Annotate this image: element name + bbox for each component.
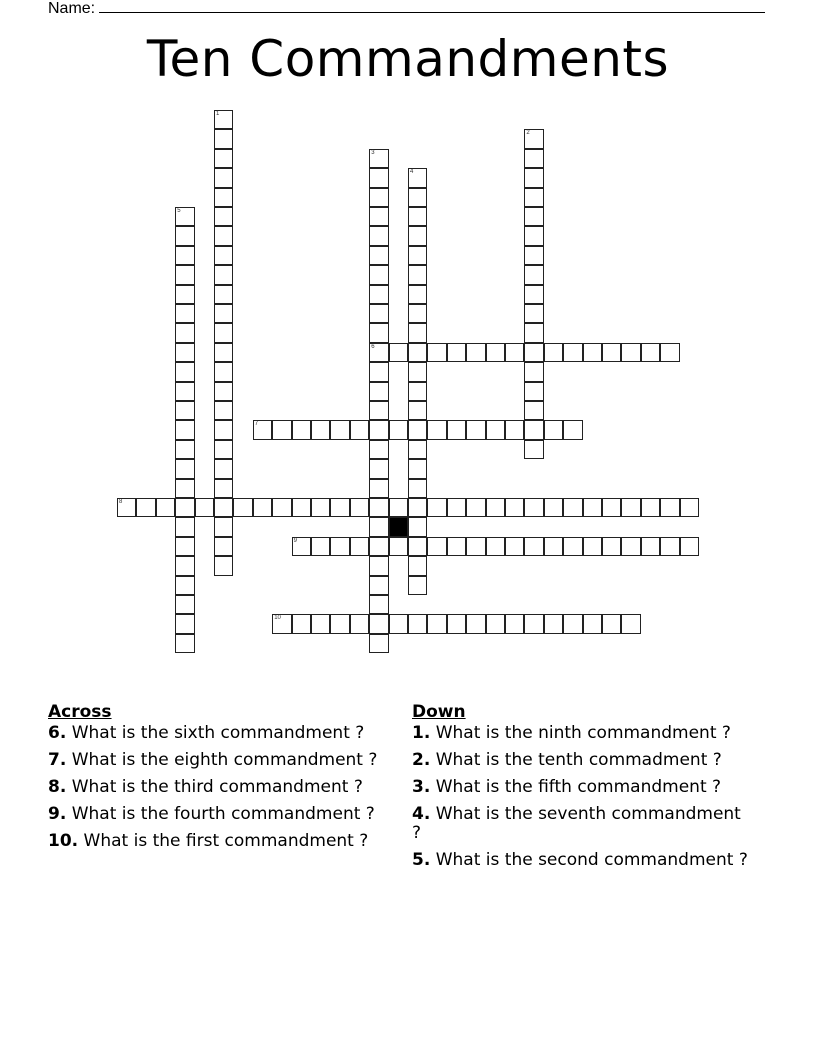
crossword-cell[interactable] bbox=[214, 459, 233, 478]
crossword-cell[interactable] bbox=[253, 420, 272, 439]
crossword-cell[interactable] bbox=[175, 207, 194, 226]
crossword-cell[interactable] bbox=[621, 614, 640, 633]
crossword-cell[interactable] bbox=[408, 420, 427, 439]
crossword-cell[interactable] bbox=[544, 420, 563, 439]
crossword-cell[interactable] bbox=[311, 614, 330, 633]
crossword-cell[interactable] bbox=[330, 614, 349, 633]
crossword-cell[interactable] bbox=[408, 479, 427, 498]
crossword-cell[interactable] bbox=[369, 614, 388, 633]
clue-number: 7 bbox=[254, 421, 259, 428]
crossword-cell[interactable] bbox=[369, 595, 388, 614]
crossword-cell[interactable] bbox=[408, 207, 427, 226]
clue-down-2: 2. What is the tenth commadment ? bbox=[412, 750, 722, 770]
crossword-cell[interactable] bbox=[311, 420, 330, 439]
crossword-cell[interactable] bbox=[680, 537, 699, 556]
crossword-cell[interactable] bbox=[408, 265, 427, 284]
crossword-cell[interactable] bbox=[369, 226, 388, 245]
crossword-cell[interactable] bbox=[602, 614, 621, 633]
crossword-cell[interactable] bbox=[408, 537, 427, 556]
crossword-cell[interactable] bbox=[330, 420, 349, 439]
crossword-cell[interactable] bbox=[175, 440, 194, 459]
clue-number: 1 bbox=[216, 111, 220, 117]
crossword-cell[interactable] bbox=[214, 323, 233, 342]
clue-across-7: 7. What is the eighth commandment ? bbox=[48, 750, 378, 770]
crossword-cell[interactable] bbox=[660, 498, 679, 517]
crossword-cell[interactable] bbox=[369, 401, 388, 420]
crossword-cell[interactable] bbox=[389, 537, 408, 556]
crossword-cell[interactable] bbox=[447, 537, 466, 556]
crossword-cell[interactable] bbox=[350, 420, 369, 439]
page-title: Ten Commandments bbox=[146, 30, 670, 88]
crossword-cell[interactable] bbox=[486, 498, 505, 517]
crossword-cell[interactable] bbox=[369, 440, 388, 459]
crossword-cell[interactable] bbox=[175, 323, 194, 342]
clue-across-6: 6. What is the sixth commandment ? bbox=[48, 723, 365, 743]
crossword-cell[interactable] bbox=[214, 285, 233, 304]
crossword-cell[interactable] bbox=[583, 537, 602, 556]
crossword-cell[interactable] bbox=[214, 188, 233, 207]
crossword-cell[interactable] bbox=[563, 614, 582, 633]
crossword-cell[interactable] bbox=[330, 537, 349, 556]
crossword-cell[interactable] bbox=[486, 537, 505, 556]
crossword-cell[interactable] bbox=[427, 537, 446, 556]
black-cell bbox=[389, 517, 408, 536]
crossword-cell[interactable] bbox=[175, 556, 194, 575]
crossword-cell[interactable] bbox=[350, 537, 369, 556]
crossword-cell[interactable] bbox=[544, 614, 563, 633]
crossword-cell[interactable] bbox=[524, 362, 543, 381]
crossword-cell[interactable] bbox=[563, 343, 582, 362]
crossword-cell[interactable] bbox=[214, 440, 233, 459]
crossword-cell[interactable] bbox=[408, 323, 427, 342]
crossword-cell[interactable] bbox=[214, 149, 233, 168]
crossword-cell[interactable] bbox=[641, 343, 660, 362]
crossword-cell[interactable] bbox=[524, 226, 543, 245]
crossword-cell[interactable] bbox=[214, 401, 233, 420]
crossword-cell[interactable] bbox=[524, 265, 543, 284]
across-clues bbox=[48, 703, 388, 859]
crossword-cell[interactable] bbox=[195, 498, 214, 517]
crossword-cell[interactable] bbox=[544, 343, 563, 362]
crossword-cell[interactable] bbox=[447, 343, 466, 362]
crossword-cell[interactable] bbox=[175, 614, 194, 633]
crossword-cell[interactable] bbox=[524, 323, 543, 342]
crossword-cell[interactable] bbox=[175, 420, 194, 439]
clue-number: 3 bbox=[371, 149, 375, 156]
crossword-cell[interactable] bbox=[408, 304, 427, 323]
crossword-cell[interactable] bbox=[311, 537, 330, 556]
crossword-cell[interactable] bbox=[175, 517, 194, 536]
crossword-cell[interactable] bbox=[214, 420, 233, 439]
clue-number: 5 bbox=[177, 208, 181, 214]
crossword-cell[interactable] bbox=[369, 168, 388, 187]
crossword-cell[interactable] bbox=[466, 420, 485, 439]
crossword-cell[interactable] bbox=[524, 129, 543, 148]
crossword-cell[interactable] bbox=[389, 420, 408, 439]
crossword-cell[interactable] bbox=[563, 420, 582, 439]
crossword-cell[interactable] bbox=[524, 498, 543, 517]
crossword-cell[interactable] bbox=[389, 614, 408, 633]
crossword-cell[interactable] bbox=[272, 498, 291, 517]
crossword-cell[interactable] bbox=[214, 556, 233, 575]
crossword-cell[interactable] bbox=[214, 362, 233, 381]
crossword-cell[interactable] bbox=[117, 498, 136, 517]
crossword-cell[interactable] bbox=[175, 265, 194, 284]
crossword-cell[interactable] bbox=[660, 343, 679, 362]
crossword-cell[interactable] bbox=[175, 498, 194, 517]
crossword-cell[interactable] bbox=[466, 498, 485, 517]
crossword-cell[interactable] bbox=[524, 149, 543, 168]
crossword-cell[interactable] bbox=[175, 595, 194, 614]
crossword-cell[interactable] bbox=[214, 382, 233, 401]
crossword-cell[interactable] bbox=[408, 440, 427, 459]
crossword-cell[interactable] bbox=[408, 614, 427, 633]
crossword-cell[interactable] bbox=[680, 498, 699, 517]
crossword-cell[interactable] bbox=[505, 537, 524, 556]
clue-number: 10 bbox=[274, 615, 281, 622]
crossword-cell[interactable] bbox=[175, 382, 194, 401]
crossword-cell[interactable] bbox=[427, 420, 446, 439]
down-heading: Down bbox=[412, 702, 466, 722]
crossword-cell[interactable] bbox=[602, 343, 621, 362]
crossword-cell[interactable] bbox=[641, 498, 660, 517]
crossword-cell[interactable] bbox=[408, 498, 427, 517]
crossword-cell[interactable] bbox=[369, 517, 388, 536]
crossword-cell[interactable] bbox=[292, 537, 311, 556]
crossword-cell[interactable] bbox=[330, 498, 349, 517]
crossword-cell[interactable] bbox=[389, 498, 408, 517]
crossword-cell[interactable] bbox=[369, 362, 388, 381]
crossword-cell[interactable] bbox=[156, 498, 175, 517]
crossword-cell[interactable] bbox=[369, 265, 388, 284]
crossword-cell[interactable] bbox=[447, 614, 466, 633]
crossword-cell[interactable] bbox=[253, 498, 272, 517]
crossword-cell[interactable] bbox=[233, 498, 252, 517]
clue-across-8: 8. What is the third commandment ? bbox=[48, 777, 363, 797]
clue-down-4: 4. What is the seventh commandment ? bbox=[412, 804, 741, 843]
crossword-cell[interactable] bbox=[408, 246, 427, 265]
crossword-cell[interactable] bbox=[524, 285, 543, 304]
crossword-cell[interactable] bbox=[408, 226, 427, 245]
crossword-cell[interactable] bbox=[175, 459, 194, 478]
crossword-cell[interactable] bbox=[369, 246, 388, 265]
crossword-cell[interactable] bbox=[466, 614, 485, 633]
crossword-cell[interactable] bbox=[272, 614, 291, 633]
name-label: Name: bbox=[48, 0, 96, 17]
crossword-cell[interactable] bbox=[214, 498, 233, 517]
crossword-cell[interactable] bbox=[641, 537, 660, 556]
crossword-cell[interactable] bbox=[583, 498, 602, 517]
crossword-cell[interactable] bbox=[214, 517, 233, 536]
crossword-cell[interactable] bbox=[524, 304, 543, 323]
crossword-cell[interactable] bbox=[621, 498, 640, 517]
crossword-cell[interactable] bbox=[427, 614, 446, 633]
crossword-cell[interactable] bbox=[447, 420, 466, 439]
crossword-cell[interactable] bbox=[369, 459, 388, 478]
crossword-cell[interactable] bbox=[427, 498, 446, 517]
crossword-cell[interactable] bbox=[292, 614, 311, 633]
crossword-cell[interactable] bbox=[544, 537, 563, 556]
crossword-cell[interactable] bbox=[408, 556, 427, 575]
crossword-cell[interactable] bbox=[524, 246, 543, 265]
crossword-cell[interactable] bbox=[524, 382, 543, 401]
crossword-cell[interactable] bbox=[214, 265, 233, 284]
crossword-cell[interactable] bbox=[408, 382, 427, 401]
clue-across-10: 10. What is the first commandment ? bbox=[48, 831, 369, 851]
crossword-cell[interactable] bbox=[524, 168, 543, 187]
crossword-cell[interactable] bbox=[214, 226, 233, 245]
crossword-cell[interactable] bbox=[369, 537, 388, 556]
crossword-cell[interactable] bbox=[524, 420, 543, 439]
clue-down-3: 3. What is the fifth commandment ? bbox=[412, 777, 722, 797]
crossword-cell[interactable] bbox=[466, 537, 485, 556]
crossword-cell[interactable] bbox=[602, 498, 621, 517]
crossword-cell[interactable] bbox=[369, 498, 388, 517]
crossword-cell[interactable] bbox=[505, 343, 524, 362]
crossword-cell[interactable] bbox=[175, 246, 194, 265]
clue-number: 4 bbox=[410, 169, 414, 176]
crossword-cell[interactable] bbox=[369, 188, 388, 207]
down-clues bbox=[412, 703, 752, 878]
clue-down-1: 1. What is the ninth commandment ? bbox=[412, 723, 731, 743]
crossword-cell[interactable] bbox=[505, 420, 524, 439]
crossword-cell[interactable] bbox=[369, 420, 388, 439]
crossword-cell[interactable] bbox=[175, 304, 194, 323]
crossword-cell[interactable] bbox=[369, 479, 388, 498]
crossword-cell[interactable] bbox=[175, 479, 194, 498]
crossword-cell[interactable] bbox=[505, 498, 524, 517]
crossword-cell[interactable] bbox=[524, 207, 543, 226]
crossword-cell[interactable] bbox=[621, 537, 640, 556]
crossword-cell[interactable] bbox=[505, 614, 524, 633]
crossword-cell[interactable] bbox=[524, 440, 543, 459]
crossword-cell[interactable] bbox=[175, 634, 194, 653]
crossword-cell[interactable] bbox=[175, 285, 194, 304]
crossword-cell[interactable] bbox=[486, 614, 505, 633]
crossword-cell[interactable] bbox=[408, 459, 427, 478]
clue-number: 2 bbox=[526, 130, 530, 137]
crossword-cell[interactable] bbox=[408, 343, 427, 362]
crossword-cell[interactable] bbox=[660, 537, 679, 556]
crossword-cell[interactable] bbox=[486, 420, 505, 439]
crossword-cell[interactable] bbox=[369, 634, 388, 653]
crossword-cell[interactable] bbox=[175, 343, 194, 362]
crossword-cell[interactable] bbox=[214, 343, 233, 362]
crossword-cell[interactable] bbox=[524, 614, 543, 633]
crossword-cell[interactable] bbox=[369, 207, 388, 226]
crossword-cell[interactable] bbox=[175, 576, 194, 595]
crossword-cell[interactable] bbox=[486, 343, 505, 362]
crossword-cell[interactable] bbox=[408, 401, 427, 420]
crossword-cell[interactable] bbox=[175, 226, 194, 245]
crossword-cell[interactable] bbox=[369, 304, 388, 323]
clue-down-5: 5. What is the second commandment ? bbox=[412, 850, 748, 870]
crossword-cell[interactable] bbox=[408, 285, 427, 304]
crossword-cell[interactable] bbox=[408, 576, 427, 595]
crossword-cell[interactable] bbox=[369, 323, 388, 342]
across-heading: Across bbox=[48, 702, 112, 722]
crossword-cell[interactable] bbox=[214, 304, 233, 323]
crossword-cell[interactable] bbox=[408, 188, 427, 207]
crossword-cell[interactable] bbox=[427, 343, 446, 362]
crossword-cell[interactable] bbox=[369, 382, 388, 401]
crossword-cell[interactable] bbox=[369, 285, 388, 304]
crossword-cell[interactable] bbox=[369, 556, 388, 575]
crossword-cell[interactable] bbox=[369, 149, 388, 168]
crossword-cell[interactable] bbox=[524, 188, 543, 207]
crossword-cell[interactable] bbox=[214, 479, 233, 498]
crossword-cell[interactable] bbox=[175, 401, 194, 420]
clue-number: 8 bbox=[119, 499, 123, 505]
crossword-cell[interactable] bbox=[524, 343, 543, 362]
crossword-cell[interactable] bbox=[214, 246, 233, 265]
crossword-cell[interactable] bbox=[214, 168, 233, 187]
crossword-cell[interactable] bbox=[350, 614, 369, 633]
crossword-cell[interactable] bbox=[544, 498, 563, 517]
crossword-cell[interactable] bbox=[447, 498, 466, 517]
crossword-cell[interactable] bbox=[369, 343, 388, 362]
crossword-cell[interactable] bbox=[389, 343, 408, 362]
crossword-cell[interactable] bbox=[214, 537, 233, 556]
crossword-cell[interactable] bbox=[408, 362, 427, 381]
crossword-cell[interactable] bbox=[175, 537, 194, 556]
crossword-cell[interactable] bbox=[292, 498, 311, 517]
crossword-cell[interactable] bbox=[408, 517, 427, 536]
crossword-cell[interactable] bbox=[524, 537, 543, 556]
crossword-cell[interactable] bbox=[563, 498, 582, 517]
clue-number: 9 bbox=[293, 537, 297, 544]
crossword-cell[interactable] bbox=[214, 129, 233, 148]
crossword-cell[interactable] bbox=[175, 362, 194, 381]
crossword-cell[interactable] bbox=[214, 207, 233, 226]
crossword-cell[interactable] bbox=[602, 537, 621, 556]
crossword-cell[interactable] bbox=[583, 343, 602, 362]
crossword-cell[interactable] bbox=[311, 498, 330, 517]
crossword-cell[interactable] bbox=[369, 576, 388, 595]
crossword-cell[interactable] bbox=[350, 498, 369, 517]
clue-across-9: 9. What is the fourth commandment ? bbox=[48, 804, 375, 824]
crossword-cell[interactable] bbox=[292, 420, 311, 439]
crossword-cell[interactable] bbox=[408, 168, 427, 187]
crossword-cell[interactable] bbox=[524, 401, 543, 420]
clue-number: 6 bbox=[371, 343, 375, 350]
crossword-cell[interactable] bbox=[136, 498, 155, 517]
crossword-cell[interactable] bbox=[621, 343, 640, 362]
crossword-cell[interactable] bbox=[583, 614, 602, 633]
crossword-cell[interactable] bbox=[563, 537, 582, 556]
crossword-cell[interactable] bbox=[466, 343, 485, 362]
crossword-cell[interactable] bbox=[272, 420, 291, 439]
crossword-cell[interactable] bbox=[214, 110, 233, 129]
